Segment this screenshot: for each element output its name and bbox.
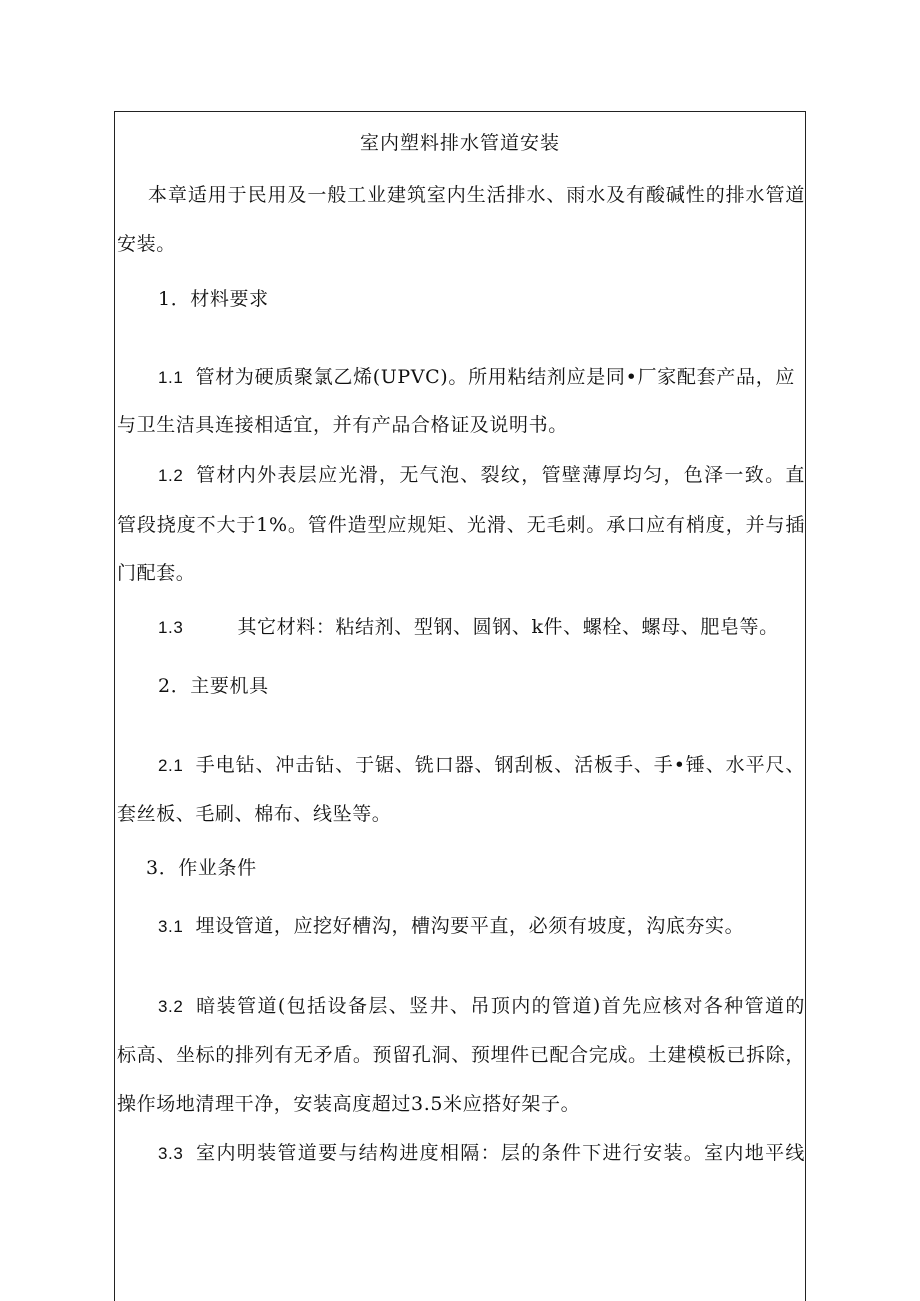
section-heading-materials: 1．材料要求	[158, 288, 269, 310]
item-2-1-number: 2.1	[158, 756, 184, 775]
item-3-2-number: 3.2	[158, 997, 184, 1016]
item-1-2-number: 1.2	[158, 466, 184, 485]
item-1-3-line-1	[158, 614, 846, 641]
intro-line-2: 安装。	[117, 233, 176, 255]
page-title: 室内塑料排水管道安装	[359, 132, 560, 154]
section-heading-tools: 2．主要机具	[158, 675, 269, 697]
item-1-1-line-2: 与卫生洁具连接相适宜，并有产品合格证及说明书。	[117, 414, 568, 436]
item-1-3-number: 1.3	[158, 618, 184, 637]
item-3-3-number: 3.3	[158, 1144, 184, 1163]
item-1-1-line-1	[158, 364, 795, 391]
item-3-3-line-1	[158, 1140, 805, 1167]
item-3-2-line-2: 标高、坐标的排列有无矛盾。预留孔洞、预埋件已配合完成。土建模板已拆除，	[117, 1044, 805, 1066]
item-3-3-text: 室内明装管道要与结构进度相隔：层的条件下进行安装。室内地平线	[195, 1142, 805, 1164]
item-1-2-line-1	[158, 462, 805, 489]
item-1-2-line-3: 门配套。	[117, 562, 196, 584]
item-3-2-text: 暗装管道(包括设备层、竖井、吊顶内的管道)首先应核对各种管道的	[195, 995, 805, 1017]
item-3-2-line-3: 操作场地清理干净，安装高度超过3.5米应搭好架子。	[117, 1093, 581, 1115]
item-1-3-text: 其它材料：粘结剂、型钢、圆钢、k件、螺栓、螺母、肥皂等。	[237, 616, 779, 638]
item-2-1-line-2: 套丝板、毛刷、棉布、线坠等。	[117, 803, 392, 825]
item-3-2-line-1	[158, 993, 805, 1020]
item-1-1-number: 1.1	[158, 368, 184, 387]
item-1-2-line-2: 管段挠度不大于1%。管件造型应规矩、光滑、无毛刺。承口应有梢度，并与插	[117, 514, 805, 536]
item-1-2-text: 管材内外表层应光滑，无气泡、裂纹，管壁薄厚均匀，色泽一致。直	[195, 464, 805, 486]
item-2-1-line-1	[158, 752, 805, 779]
section-heading-conditions: 3．作业条件	[146, 857, 257, 879]
item-2-1-text: 手电钻、冲击钻、于锯、铣口器、钢刮板、活板手、手•锤、水平尺、	[195, 754, 805, 776]
intro-line-1: 本章适用于民用及一般工业建筑室内生活排水、雨水及有酸碱性的排水管道	[148, 184, 805, 206]
item-3-1-number: 3.1	[158, 917, 184, 936]
item-3-1-text: 埋设管道，应挖好槽沟，槽沟要平直，必须有坡度，沟底夯实。	[195, 915, 745, 937]
item-1-1-text: 管材为硬质聚氯乙烯(UPVC)。所用粘结剂应是同•厂家配套产品，应	[195, 366, 795, 388]
item-3-1-line-1	[158, 913, 846, 940]
